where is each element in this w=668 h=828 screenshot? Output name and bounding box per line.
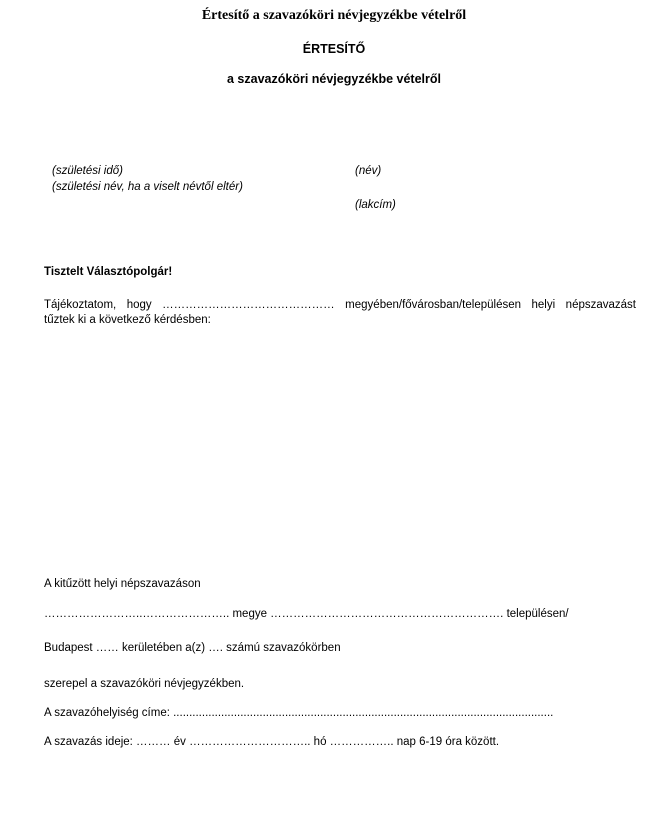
document-title: ÉRTESÍTŐ [302, 42, 366, 56]
salutation: Tisztelt Választópolgár! [44, 266, 173, 278]
intro-paragraph-line-1: Tájékoztatom, hogy ……………………………………… megyében/fővárosban/településen helyi népszavazást [44, 299, 636, 311]
birth-date-field-label: (születési idő) [52, 165, 123, 177]
listed-in-register-line: szerepel a szavazóköri névjegyzékben. [44, 678, 245, 690]
address-field-label: (lakcím) [355, 199, 396, 211]
polling-place-address-line: A szavazóhelyiség címe: ....................................................................................................................... [44, 707, 554, 719]
county-settlement-line: ……………………..………………….. megye ……………………………………………………. településen/ [44, 608, 569, 620]
page-header-title: Értesítő a szavazóköri névjegyzékbe vételről [201, 8, 467, 23]
birth-name-field-label: (születési név, ha a viselt névtől eltér) [52, 181, 243, 193]
document-subtitle: a szavazóköri névjegyzékbe vételről [227, 72, 441, 86]
name-field-label: (név) [355, 165, 382, 177]
voting-time-line: A szavazás ideje: ……… év ………………………….. hó …………….. nap 6-19 óra között. [44, 736, 500, 748]
referendum-intro: A kitűzött helyi népszavazáson [44, 578, 201, 590]
intro-paragraph-line-2: tűztek ki a következő kérdésben: [44, 314, 211, 326]
budapest-district-line: Budapest …… kerületében a(z) …. számú szavazókörben [44, 642, 341, 654]
